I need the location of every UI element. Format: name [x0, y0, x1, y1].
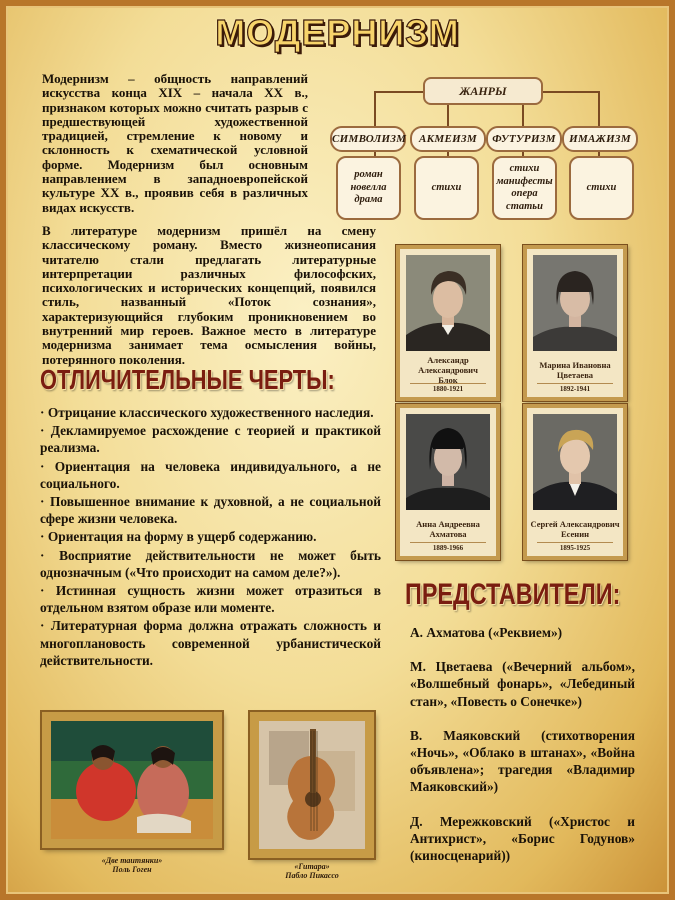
painting-caption-gauguin: «Две таитянки» Поль Гоген	[101, 856, 163, 874]
tree-connector	[374, 91, 423, 93]
feature-item: · Ориентация на форму в ущерб содержанию.	[40, 528, 381, 545]
akhmatova-photo-image	[406, 414, 490, 510]
blok-photo-image	[406, 255, 490, 351]
painting-gauguin	[42, 712, 222, 848]
genre-futurism-forms: стихи манифесты опера статьи	[492, 156, 557, 220]
portrait-photo	[533, 414, 617, 510]
portrait-photo	[406, 255, 490, 351]
feature-item: · Восприятие действительности не может быть однозначным («Что происходит на самом деле?»).	[40, 547, 381, 581]
portrait-caption: Александр Александрович Блок	[418, 355, 478, 385]
portrait-caption: Анна Андреевна Ахматова	[416, 519, 480, 539]
representatives-list	[410, 624, 635, 881]
feature-item: · Декламируемое расхождение с теорией и практикой реализма.	[40, 422, 381, 456]
features-heading: ОТЛИЧИТЕЛЬНЫЕ ЧЕРТЫ:	[40, 364, 335, 395]
painting-caption-picasso: «Гитара» Пабло Пикассо	[285, 862, 339, 880]
genre-acmeism: АКМЕИЗМ	[410, 126, 486, 152]
intro-paragraph-2: В литературе модернизм пришёл на смену классическому роману. Вместо жизнеописания читателю стали предлагать литературные интерпретации различных философских, психологических и исторических концепций, появился стиль, названный «Поток сознания», характеризующийся глубоким проникновением во внутренний мир героев. Важное место в литературе модернизма занимает тема осмысления войны, потерянного поколения.	[42, 223, 376, 367]
portrait-caption: Марина Ивановна Цветаева	[539, 360, 611, 380]
genre-imagism: ИМАЖИЗМ	[562, 126, 638, 152]
genres-root: ЖАНРЫ	[423, 77, 543, 105]
portrait-blok	[396, 245, 500, 401]
portrait-dates: 1880-1921	[410, 383, 486, 395]
genre-symbolism: СИМВОЛИЗМ	[330, 126, 406, 152]
features-list	[40, 404, 381, 670]
picasso-guitar-image	[259, 721, 365, 849]
representative-item: Д. Мережковский («Христос и Антихрист», «Борис Годунов» (киносценарий))	[410, 813, 635, 864]
portrait-akhmatova	[396, 404, 500, 560]
painting-picasso	[250, 712, 374, 858]
feature-item: · Повышенное внимание к духовной, а не социальной сфере жизни человека.	[40, 493, 381, 527]
intro-paragraph-1: Модернизм – общность направлений искусства конца XIX – начала XX в., признаком которых можно считать разрыв с предшествующей художественной традицией, стремление к новому и склонность к схематической условной форме. Модернизм был основным направлением в западноевропейской культуре XX в., проявив себя в различных видах искусств.	[42, 71, 308, 215]
feature-item: · Литературная форма должна отражать сложность и многоплановость современной урбанистической действительности.	[40, 617, 381, 669]
esenin-photo-image	[533, 414, 617, 510]
tree-connector	[374, 91, 376, 126]
portrait-esenin	[523, 404, 627, 560]
feature-item: · Истинная сущность жизни может отразиться в отдельном взятом образе или моменте.	[40, 582, 381, 616]
portrait-photo	[533, 255, 617, 351]
tree-connector	[543, 91, 600, 93]
representatives-heading: ПРЕДСТАВИТЕЛИ:	[405, 578, 621, 611]
portrait-dates: 1892-1941	[537, 383, 613, 395]
portrait-dates: 1889-1966	[410, 542, 486, 554]
genre-imagism-forms: стихи	[569, 156, 634, 220]
tree-connector	[598, 91, 600, 126]
tree-connector	[522, 105, 524, 126]
portrait-dates: 1895-1925	[537, 542, 613, 554]
gauguin-painting-image	[51, 721, 213, 839]
representative-item: В. Маяковский (стихотворения «Ночь», «Облако в штанах», «Война объявлена»; трагедия «Владимир Маяковский»)	[410, 727, 635, 795]
genre-symbolism-forms: роман новелла драма	[336, 156, 401, 220]
feature-item: · Ориентация на человека индивидуального, а не социального.	[40, 458, 381, 492]
portrait-caption: Сергей Александрович Есенин	[530, 519, 620, 539]
feature-item: · Отрицание классического художественного наследия.	[40, 404, 381, 421]
page-title: МОДЕРНИЗМ	[215, 12, 460, 53]
representative-item: М. Цветаева («Вечерний альбом», «Волшебный фонарь», «Лебединый стан», «Повесть о Сонечке»)	[410, 659, 635, 709]
tsvetaeva-photo-image	[533, 255, 617, 351]
genre-futurism: ФУТУРИЗМ	[486, 126, 562, 152]
genre-acmeism-forms: стихи	[414, 156, 479, 220]
representative-item: А. Ахматова («Реквием»)	[410, 625, 563, 640]
tree-connector	[447, 105, 449, 126]
portrait-tsvetaeva	[523, 245, 627, 401]
portrait-photo	[406, 414, 490, 510]
